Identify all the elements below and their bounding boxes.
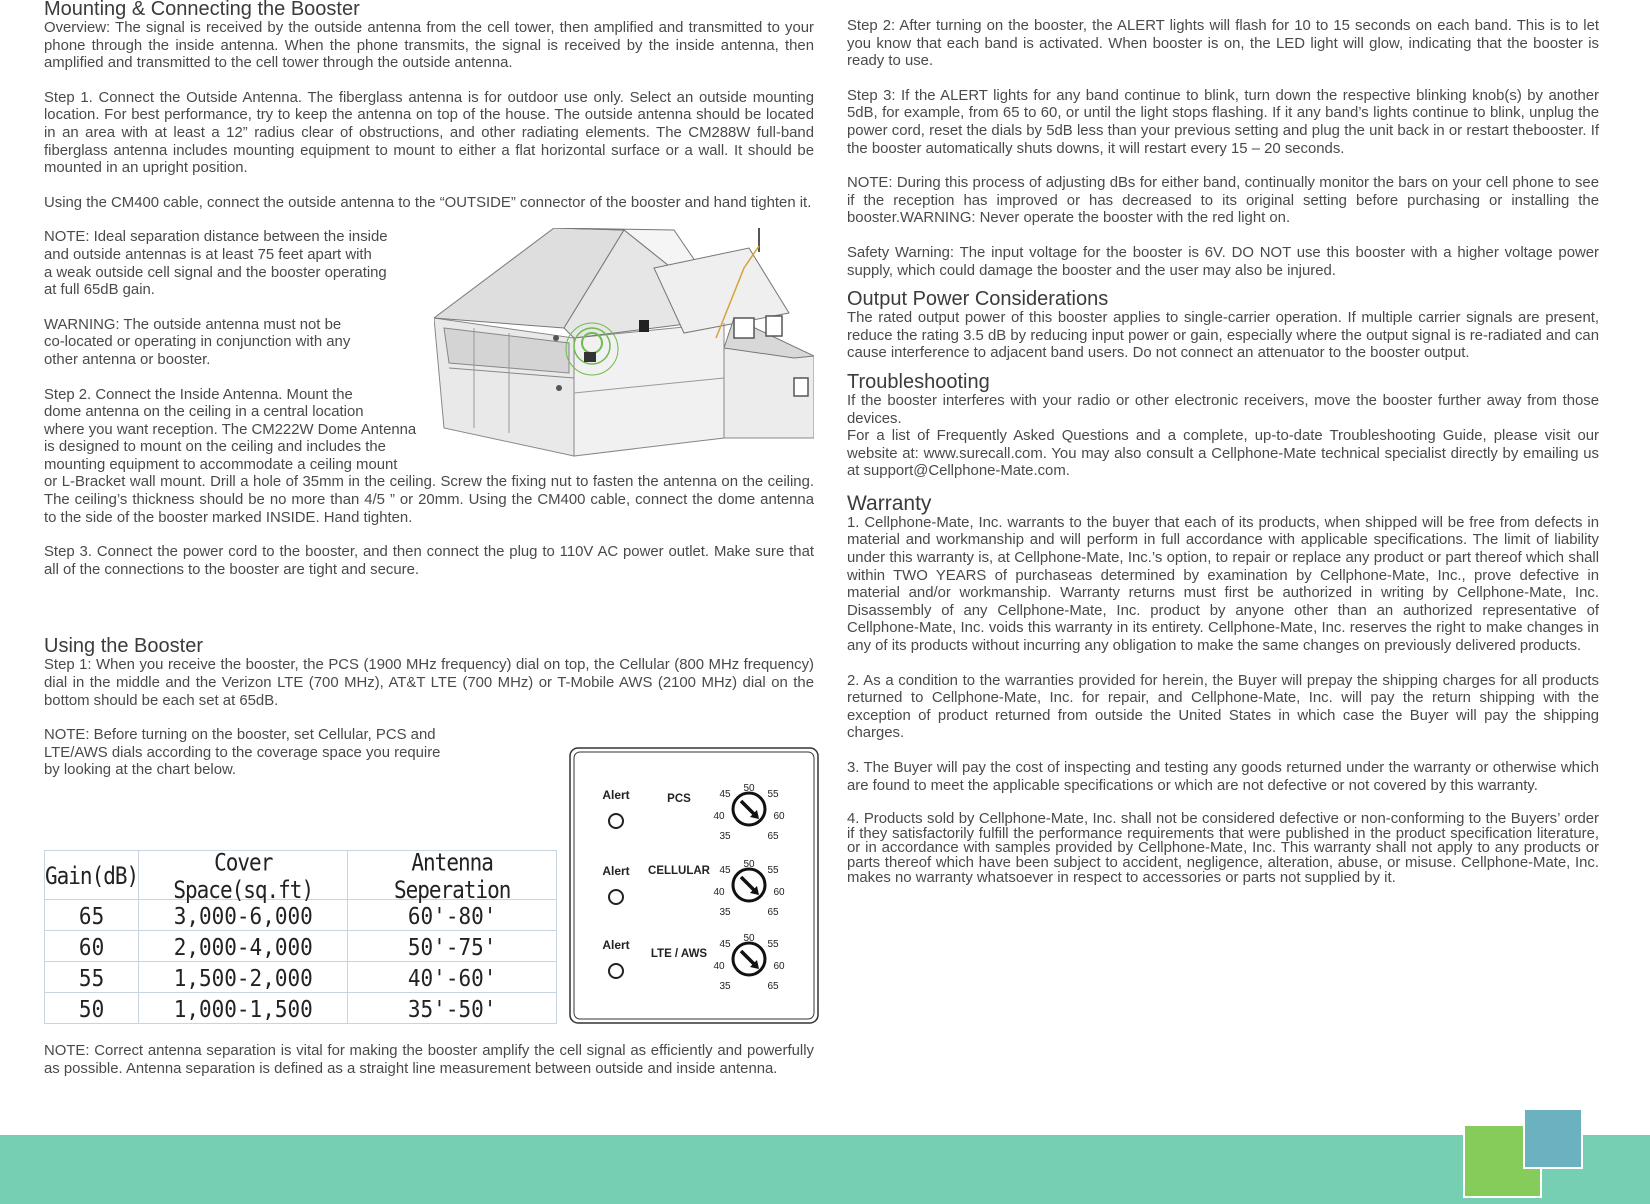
dial-tick-label: 60 <box>773 811 785 822</box>
dial-tick-label: 65 <box>767 831 779 842</box>
heading-troubleshooting: Troubleshooting <box>847 370 990 393</box>
dial-tick-label: 50 <box>743 859 755 870</box>
heading-using-booster: Using the Booster <box>44 635 203 658</box>
step2-rest: or L-Bracket wall mount. Drill a hole of 35mm in the ceiling. Screw the fixing nut to fasten the antenna on the ceiling. The ceiling’s thickness should be no more than 4/5 ” or 20mm. Using the CM400 cable, connect the dome antenna to the side of the booster marked INSIDE. Hand tighten. <box>44 474 814 526</box>
header-cover-space: Cover Space(sq.ft) <box>139 847 348 903</box>
dial-tick-label: 50 <box>743 783 755 794</box>
dial-tick-label: 45 <box>719 865 731 876</box>
dial-tick-label: 55 <box>767 789 779 800</box>
band-label: LTE / AWS <box>650 948 708 960</box>
warranty-2: 2. As a condition to the warranties provided for herein, the Buyer will prepay the shipping charges for all products returned to Cellphone-Mate, Inc. for repair, and Cellphone-Mate, Inc. will pay the return shipping with the exception of product returned from outside the United States in which case the Buyer will pay the shipping charges. <box>847 672 1599 742</box>
step3-paragraph: Step 3. Connect the power cord to the booster, and then connect the plug to 110V AC power outlet. Make sure that all of the connections to the booster are tight and secure. <box>44 544 814 578</box>
dial-tick-label: 35 <box>719 831 731 842</box>
step1-paragraph: Step 1. Connect the Outside Antenna. The fiberglass antenna is for outdoor use only. Select an outside mounting location. For best performance, try to keep the antenna on top of the house. The outside antenna should be located in an area with at least a 12” radius clear of obstructions, and other radiating elements. The CM288W full-band fiberglass antenna includes mounting equipment to mount to either a flat horizontal surface or a wall. It should be mounted in an upright position. <box>44 89 814 177</box>
header-antenna-separation: Antenna Seperation <box>348 847 557 903</box>
note-final: NOTE: Correct antenna separation is vital for making the booster amplify the cell signal as efficiently and powerfully as possible. Antenna separation is defined as a straight line measurement between outside and inside antenna. <box>44 1043 814 1077</box>
gain-table <box>44 847 557 1024</box>
using-step1: Step 1: When you receive the booster, the PCS (1900 MHz frequency) dial on top, the Cellular (800 MHz frequency) dial in the middle and the Verizon LTE (700 MHz), AT&T LTE (700 MHz) or T-Mobile AWS (2100 MHz) dial on the bottom should be each set at 65dB. <box>44 657 814 709</box>
alert-label: Alert <box>602 864 630 878</box>
house-illustration <box>434 228 814 478</box>
table-header-row <box>45 851 557 900</box>
overview-paragraph: Overview: The signal is received by the outside antenna from the cell tower, then amplified and transmitted to your phone through the inside antenna. When the phone transmits, the signal is received by the inside antenna, then amplified and transmitted to the cell tower through the outside antenna. <box>44 20 814 72</box>
left-column <box>44 0 814 1077</box>
right-column <box>847 18 1599 885</box>
dial-tick-label: 40 <box>713 811 725 822</box>
footer-band <box>0 1135 1650 1204</box>
warranty-1: 1. Cellphone-Mate, Inc. warrants to the buyer that each of its products, when shipped will be free from defects in material and workmanship and will perform in full accordance with applicable specifications. The limit of liability under this warranty is, at Cellphone-Mate, Inc.’s option, to repair or replace any product or part thereof which shall within TWO YEARS of purchaseas determined by examination by Cellphone-Mate, Inc., prove defective in material and/or workmanship. Warranty returns must first be authorized in writing by Cellphone-Mate, Inc. Disassembly of any Cellphone-Mate, Inc. product by anyone other than an authorized representative of Cellphone-Mate, Inc. voids this warranty in its entirety. Cellphone-Mate, Inc. reserves the right to make changes in any of its products without incurring any obligation to make the same changes on previously delivered products. <box>847 514 1599 655</box>
booster-dial-panel <box>569 747 819 1024</box>
note-separation: NOTE: Ideal separation distance between the inside and outside antennas is at least 75 feet apart with a weak outside cell signal and the booster operating at full 65dB gain. <box>44 229 388 299</box>
dial-tick-label: 35 <box>719 907 731 918</box>
table-row: 50 1,000-1,500 35'-50' <box>45 993 557 1024</box>
table-row: 55 1,500-2,000 40'-60' <box>45 962 557 993</box>
safety-warning: Safety Warning: The input voltage for the booster is 6V. DO NOT use this booster with a higher voltage power supply, which could damage the booster and the user may also be injured. <box>847 244 1599 279</box>
step2-intro: Step 2. Connect the Inside Antenna. Mount the dome antenna on the ceiling in a central location where you want reception. The CM222W Dome Antenna is designed to mount on the ceiling and includes the mounting equipment to accommodate a ceiling mount <box>44 386 417 473</box>
output-paragraph: The rated output power of this booster applies to single-carrier operation. If multiple carrier signals are present, reduce the rating 3.5 dB by reducing input power or gain, especially where the output signal is re-radiated and can cause interference to adjacent band users. Do not connect an attenuator to the booster output. <box>847 310 1599 362</box>
header-gain: Gain(dB) <box>45 847 139 903</box>
using-step2: Step 2: After turning on the booster, the ALERT lights will flash for 10 to 15 seconds on each band. This is to let you know that each band is activated. When booster is on, the LED light will glow, indicating that the booster is ready to use. <box>847 18 1599 70</box>
band-label: CELLULAR <box>648 865 710 877</box>
alert-light <box>609 964 623 978</box>
dial-tick-label: 35 <box>719 981 731 992</box>
dial-tick-label: 65 <box>767 981 779 992</box>
troubleshooting-1: If the booster interferes with your radio or other electronic receivers, move the booster further away from those devices. <box>847 392 1599 427</box>
dial-tick-label: 65 <box>767 907 779 918</box>
table-row: 65 3,000-6,000 60'-80' <box>45 900 557 931</box>
troubleshooting-2: For a list of Frequently Asked Questions and a complete, up-to-date Troubleshooting Guide, please visit our website at: www.surecall.com. You may also consult a Cellphone-Mate technical specialist directly by emailing us at support@Cellphone-Mate.com. <box>847 428 1599 480</box>
cable-paragraph: Using the CM400 cable, connect the outside antenna to the “OUTSIDE” connector of the booster and hand tighten it. <box>44 194 812 211</box>
decorative-square-blue <box>1523 1108 1583 1169</box>
alert-label: Alert <box>602 938 630 952</box>
dial-tick-label: 40 <box>713 961 725 972</box>
alert-light <box>609 890 623 904</box>
heading-mounting: Mounting & Connecting the Booster <box>44 0 360 20</box>
dial-tick-label: 55 <box>767 939 779 950</box>
heading-warranty: Warranty <box>847 491 932 515</box>
dial-tick-label: 50 <box>743 933 755 944</box>
dial-tick-label: 45 <box>719 789 731 800</box>
table-row: 60 2,000-4,000 50'-75' <box>45 931 557 962</box>
band-label: PCS <box>667 793 691 805</box>
dial-tick-label: 60 <box>773 887 785 898</box>
warning-note: WARNING: The outside antenna must not be co-located or operating in conjunction with any other antenna or booster. <box>44 316 351 368</box>
dial-tick-label: 55 <box>767 865 779 876</box>
heading-output-power: Output Power Considerations <box>847 288 1109 311</box>
warranty-3: 3. The Buyer will pay the cost of inspecting and testing any goods returned under the warranty or otherwise which are found to meet the applicable specifications or which are not defective or not covered by this warranty. <box>847 760 1599 794</box>
dial-tick-label: 60 <box>773 961 785 972</box>
dial-tick-label: 45 <box>719 939 731 950</box>
alert-light <box>609 814 623 828</box>
warranty-4: 4. Products sold by Cellphone-Mate, Inc. shall not be considered defective or non-conforming to the Buyers’ order if they satisfactorily fulfill the performance requirements that were published in the product specification literature, or in accordance with samples provided by Cellphone-Mate, Inc. This warranty shall not apply to any products or parts thereof which have been subject to accident, negligence, alteration, abuse, or misuse. Cellphone-Mate, Inc. makes no warranty whatsoever in respect to accessories or parts not supplied by it. <box>847 811 1599 886</box>
note-adjust: NOTE: During this process of adjusting dBs for either band, continually monitor the bars on your cell phone to see if the reception has improved or has decreased to its original setting before purchasing or installing the booster.WARNING: Never operate the booster with the red light on. <box>847 175 1599 227</box>
dial-tick-label: 40 <box>713 887 725 898</box>
using-step3: Step 3: If the ALERT lights for any band continue to blink, turn down the respective blinking knob(s) by another 5dB, for example, from 65 to 60, or until the light stops flashing. If it any band’s lights continue to blink, unplug the power cord, reset the dials by 5dB less than your previous setting and plug the unit back in or restart thebooster. If the booster automatically shuts downs, it will restart every 15 – 20 seconds. <box>847 87 1599 157</box>
note-dials: NOTE: Before turning on the booster, set Cellular, PCS and LTE/AWS dials according to the coverage space you require by looking at the chart below. <box>44 727 441 779</box>
alert-label: Alert <box>602 788 630 802</box>
